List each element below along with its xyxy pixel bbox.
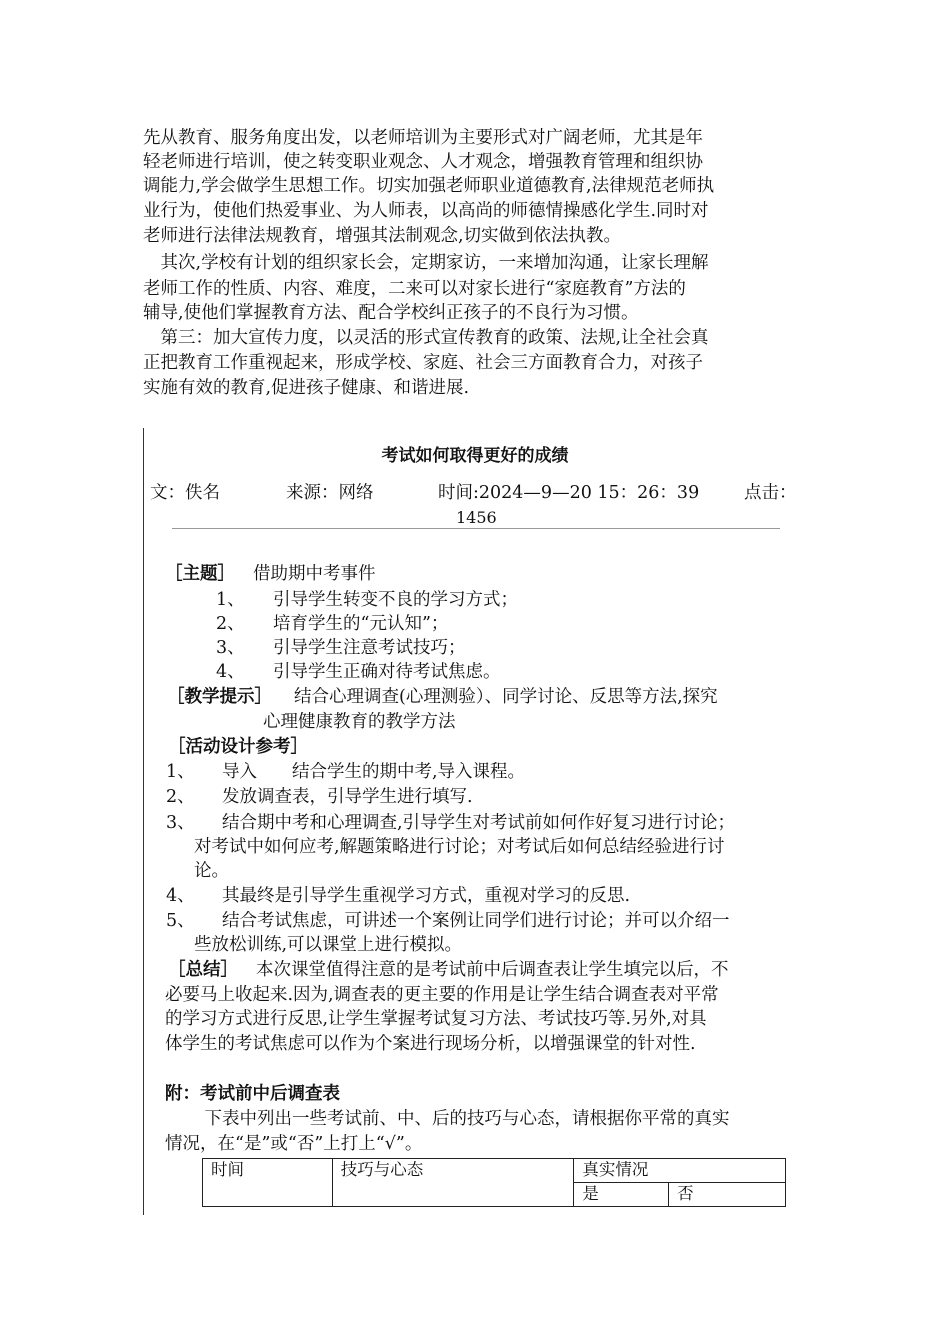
article-left-border — [143, 428, 144, 1215]
theme-item-num: 2、 — [216, 614, 245, 634]
intro-line: 实施有效的教育,促进孩子健康、和谐进展. — [143, 378, 470, 398]
intro-line: 老师工作的性质、内容、难度，二来可以对家长进行“家庭教育”方法的 — [143, 279, 686, 299]
survey-table — [202, 1158, 786, 1207]
summary-label: ［总结］ — [168, 960, 238, 980]
appendix-intro-line: 情况，在“是”或“否”上打上“√”。 — [165, 1134, 423, 1154]
meta-clicks-label: 点击： — [744, 483, 797, 503]
summary-line: 本次课堂值得注意的是考试前中后调查表让学生填完以后，不 — [256, 960, 729, 980]
appendix-heading: 附：考试前中后调查表 — [165, 1084, 340, 1104]
theme-label: ［主题］ — [165, 564, 235, 584]
survey-header-real: 真实情况 — [574, 1159, 786, 1183]
tips-line: 结合心理调查(心理测验）、同学讨论、反思等方法,探究 — [294, 687, 718, 707]
survey-header-skill: 技巧与心态 — [332, 1159, 574, 1207]
activity-item-text: 对考试中如何应考,解题策略进行讨论；对考试后如何总结经验进行讨 — [194, 837, 725, 857]
intro-line: 先从教育、服务角度出发，以老师培训为主要形式对广阔老师，尤其是年 — [143, 128, 703, 148]
activity-item-text: 论。 — [194, 861, 229, 881]
activity-item-text: 结合考试焦虑，可讲述一个案例让同学们进行讨论；并可以介绍一 — [222, 911, 730, 931]
summary-line: 体学生的考试焦虑可以作为个案进行现场分析，以增强课堂的针对性. — [165, 1034, 696, 1054]
meta-divider — [172, 528, 780, 529]
intro-line: 调能力,学会做学生思想工作。切实加强老师职业道德教育,法律规范老师执 — [143, 176, 715, 196]
summary-line: 的学习方式进行反思,让学生掌握考试复习方法、考试技巧等.另外,对具 — [165, 1009, 707, 1029]
intro-line: 老师进行法律法规教育，增强其法制观念,切实做到依法执教。 — [143, 226, 622, 246]
appendix-intro-line: 下表中列出一些考试前、中、后的技巧与心态，请根据你平常的真实 — [187, 1109, 730, 1129]
activity-label: ［活动设计参考］ — [168, 737, 308, 757]
activity-item-num: 5、 — [166, 911, 195, 931]
theme-item-text: 引导学生转变不良的学习方式； — [273, 590, 518, 610]
survey-header-yes: 是 — [574, 1183, 669, 1207]
intro-line: 第三：加大宣传力度，以灵活的形式宣传教育的政策、法规,让全社会真 — [143, 328, 709, 348]
activity-item-text: 些放松训练,可以课堂上进行模拟。 — [194, 935, 463, 955]
article-title: 考试如何取得更好的成绩 — [381, 446, 569, 466]
theme-item-text: 引导学生注意考试技巧； — [273, 638, 466, 658]
meta-author: 文：佚名 — [150, 483, 220, 503]
activity-item-text: 其最终是引导学生重视学习方式，重视对学习的反思. — [222, 886, 631, 906]
intro-line: 正把教育工作重视起来，形成学校、家庭、社会三方面教育合力，对孩子 — [143, 353, 703, 373]
theme-text: 借助期中考事件 — [253, 564, 376, 584]
theme-item-text: 培育学生的“元认知”； — [273, 614, 449, 634]
theme-item-num: 3、 — [216, 638, 245, 658]
intro-line: 业行为，使他们热爱事业、为人师表，以高尚的师德情操感化学生.同时对 — [143, 201, 709, 221]
activity-item-num: 4、 — [166, 886, 195, 906]
survey-header-no: 否 — [669, 1183, 786, 1207]
theme-item-num: 1、 — [216, 590, 245, 610]
activity-item-num: 1、 — [166, 762, 195, 782]
theme-item-text: 引导学生正确对待考试焦虑。 — [273, 662, 501, 682]
intro-line: 轻老师进行培训，使之转变职业观念、人才观念，增强教育管理和组织协 — [143, 152, 703, 172]
theme-item-num: 4、 — [216, 662, 245, 682]
activity-item-text: 导入 结合学生的期中考,导入课程。 — [222, 762, 526, 782]
tips-label: ［教学提示］ — [167, 687, 272, 707]
meta-clicks-value: 1456 — [456, 508, 497, 527]
activity-item-text: 结合期中考和心理调查,引导学生对考试前如何作好复习进行讨论； — [222, 813, 736, 833]
activity-item-text: 发放调查表，引导学生进行填写. — [222, 787, 473, 807]
meta-time: 时间:2024—9—20 15：26：39 — [438, 483, 700, 503]
intro-line: 辅导,使他们掌握教育方法、配合学校纠正孩子的不良行为习惯。 — [143, 303, 639, 323]
meta-source: 来源：网络 — [286, 483, 374, 503]
survey-header-time: 时间 — [203, 1159, 333, 1207]
intro-line: 其次,学校有计划的组织家长会，定期家访，一来增加沟通，让家长理解 — [143, 253, 709, 273]
summary-line: 必要马上收起来.因为,调查表的更主要的作用是让学生结合调查表对平常 — [165, 985, 719, 1005]
activity-item-num: 3、 — [166, 813, 195, 833]
tips-line: 心理健康教育的教学方法 — [263, 712, 456, 732]
activity-item-num: 2、 — [166, 787, 195, 807]
